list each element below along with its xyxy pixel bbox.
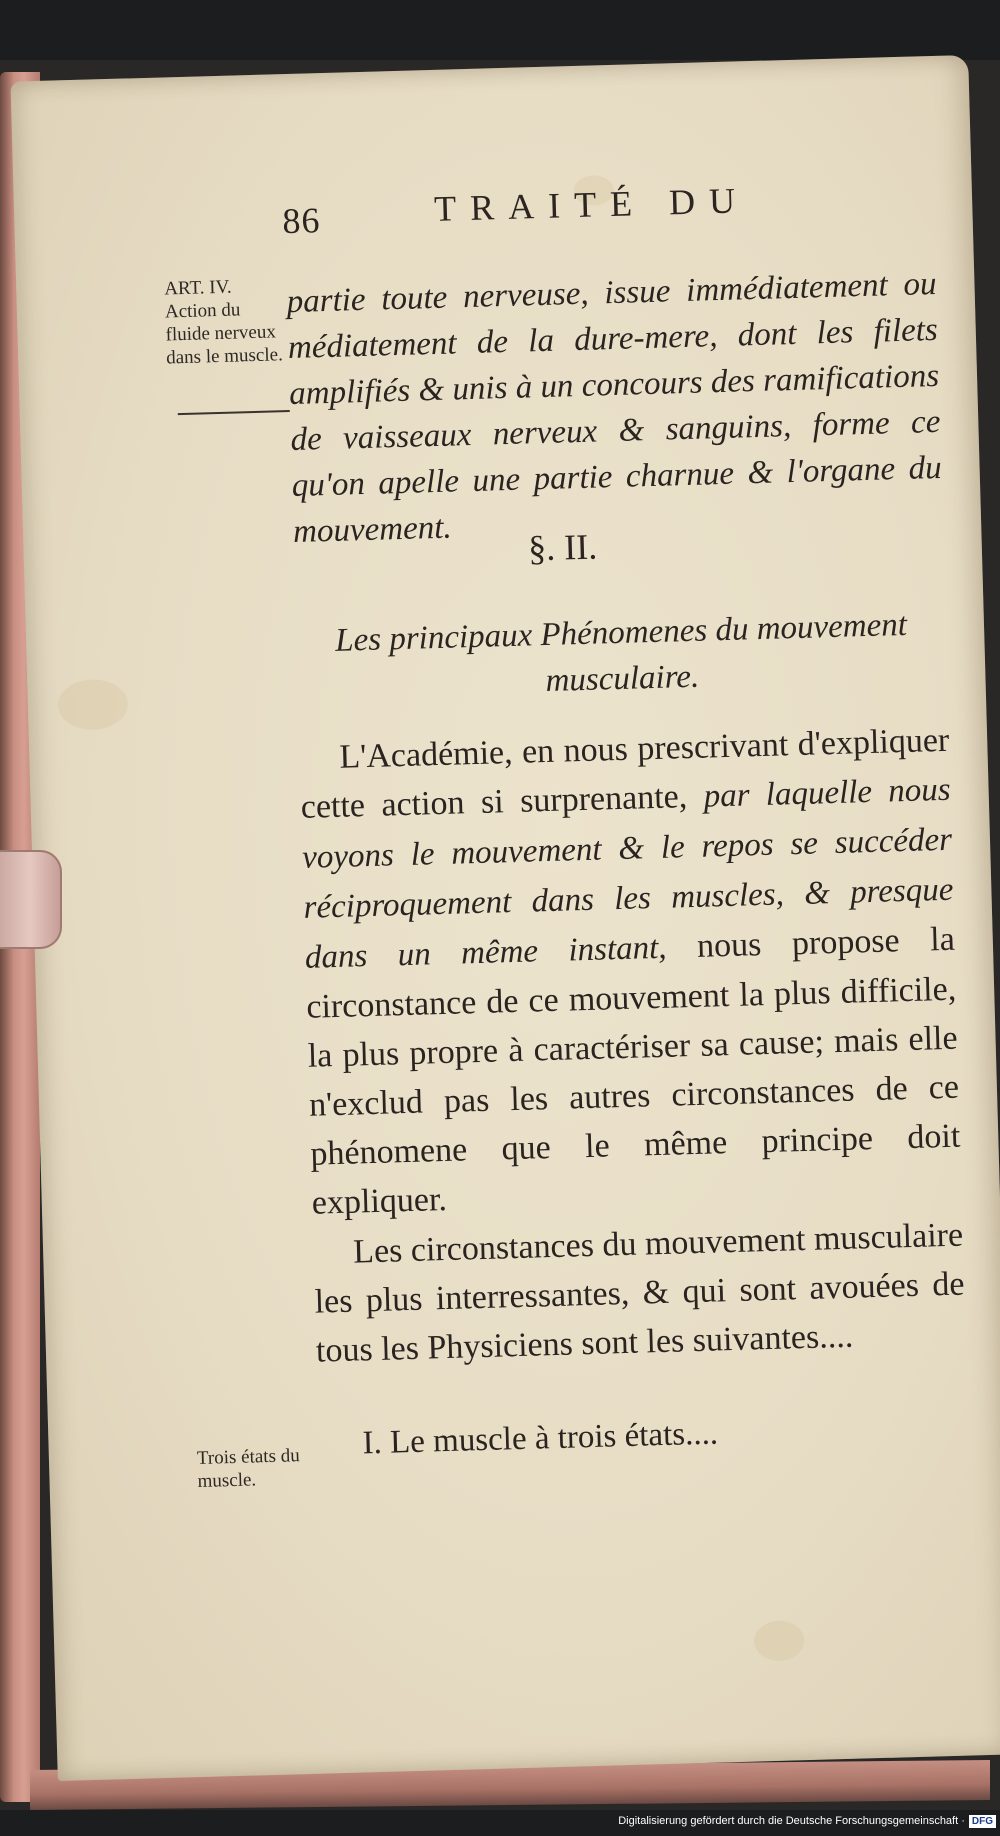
running-title: TRAITÉ DU (433, 180, 750, 229)
digitization-credit (618, 1810, 996, 1832)
paragraph-academie-italic-quote: par laquelle nous voyons le mouvement & le repos se succéder réciproquement dans les muscles, & presque dans un même instant, (301, 771, 954, 976)
paragraph-academie-roman-a: L'Académie, en nous prescrivant d'expliquer cette action si surprenante, (300, 721, 950, 826)
dfg-logo: DFG (969, 1815, 996, 1828)
page-content (10, 55, 1000, 1781)
paragraph-academie (299, 716, 963, 1228)
paragraph-trois-etats: I. Le muscle à trois états.... (362, 1415, 719, 1462)
section-heading: §. II. (527, 526, 598, 569)
paragraph-circonstances: Les circonstances du mouvement musculaire les plus interressantes, & qui sont avouées de tous les Physiciens sont les suivantes.... (314, 1216, 965, 1370)
margin-note-trois-etats: Trois états du muscle. (196, 1445, 300, 1493)
section-subheading: Les principaux Phénomenes du mouvement musculaire. (334, 606, 908, 699)
margin-note-action: ART. IV. Action du fluide nerveux dans le muscle. (164, 276, 284, 369)
book-page (10, 55, 1000, 1781)
credit-text: Digitalisierung gefördert durch die Deutsche Forschungsgemeinschaft · (618, 1815, 965, 1827)
paragraph-continuation: partie toute nerveuse, issue immédiatement ou médiatement de la dure-mere, dont les filets amplifiés & unis à un concours des ramifications de vaisseaux nerveux & sanguins, forme ce qu'on apelle une partie charnue & l'organe du mouvement. (286, 265, 943, 550)
bookmark-ribbon (0, 850, 62, 949)
page-number: 86 (281, 200, 321, 242)
running-head (14, 173, 973, 260)
paragraph-academie-roman-b: nous propose la circonstance de ce mouvement la plus difficile, la plus propre à caractériser sa cause; mais elle n'exclud pas les autres circonstances de ce phénomene que le même principe doit expliquer. (305, 920, 961, 1222)
margin-rule (178, 410, 290, 415)
